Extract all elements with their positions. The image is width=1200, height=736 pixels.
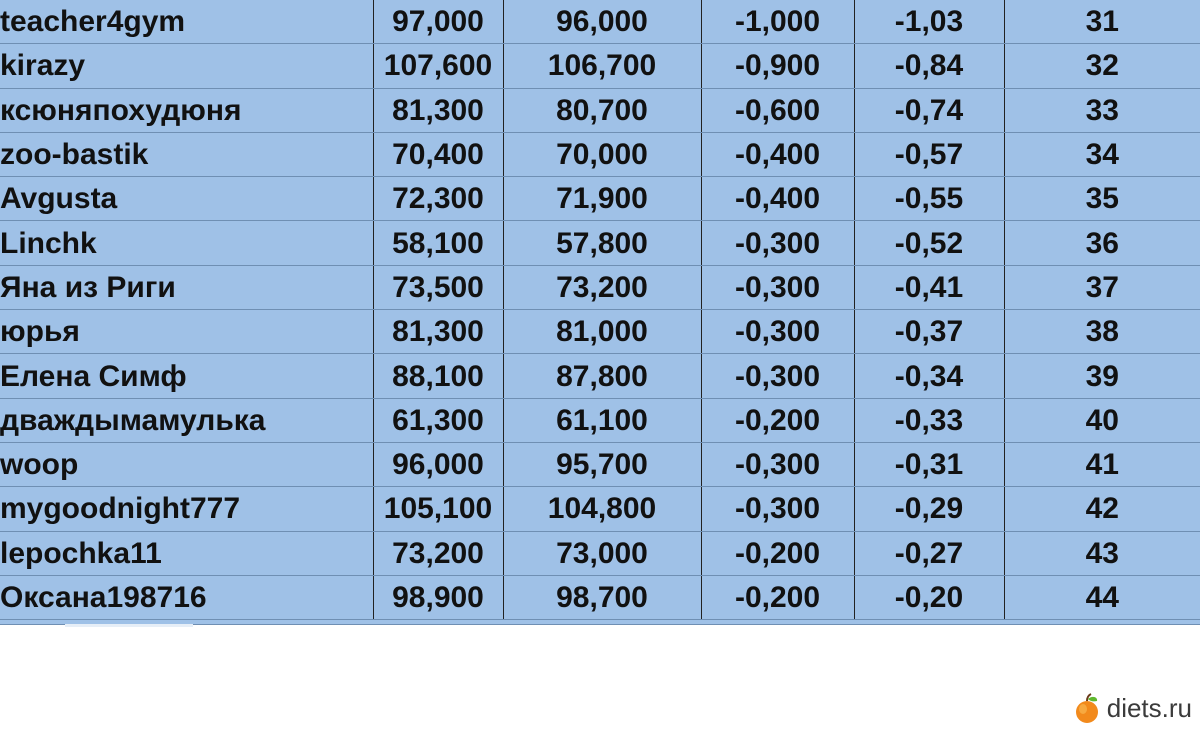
- cell-percent[interactable]: -0,37: [854, 310, 1004, 354]
- cell-diff[interactable]: -1,000: [701, 0, 854, 44]
- cell-diff[interactable]: -0,300: [701, 221, 854, 265]
- cell-rank[interactable]: 37: [1004, 265, 1200, 309]
- cell-percent[interactable]: -0,31: [854, 442, 1004, 486]
- cell-start[interactable]: 73,200: [373, 531, 503, 575]
- watermark[interactable]: [1073, 692, 1192, 724]
- cell-percent[interactable]: -0,74: [854, 88, 1004, 132]
- cell-current[interactable]: 70,000: [503, 132, 701, 176]
- cell-current[interactable]: 104,800: [503, 487, 701, 531]
- cell-current[interactable]: 80,700: [503, 88, 701, 132]
- cell-name[interactable]: юрья: [0, 310, 373, 354]
- cell-rank[interactable]: 43: [1004, 531, 1200, 575]
- cell-rank[interactable]: 35: [1004, 177, 1200, 221]
- cell-start[interactable]: 81,300: [373, 310, 503, 354]
- cell-start[interactable]: 96,000: [373, 442, 503, 486]
- cell-percent[interactable]: -0,20: [854, 575, 1004, 619]
- cell-diff[interactable]: -0,400: [701, 177, 854, 221]
- sheet-edge-strip: [65, 624, 193, 627]
- cell-diff[interactable]: -0,200: [701, 575, 854, 619]
- cell-name[interactable]: woop: [0, 442, 373, 486]
- cell-name[interactable]: lepochka11: [0, 531, 373, 575]
- cell-percent[interactable]: -0,27: [854, 531, 1004, 575]
- cell-rank[interactable]: 33: [1004, 88, 1200, 132]
- table-row: [0, 310, 1200, 354]
- cell-diff[interactable]: -0,600: [701, 88, 854, 132]
- table-row: [0, 265, 1200, 309]
- cell-rank[interactable]: 39: [1004, 354, 1200, 398]
- cell-rank[interactable]: 44: [1004, 575, 1200, 619]
- cell-percent[interactable]: -0,41: [854, 265, 1004, 309]
- cell-start[interactable]: 97,000: [373, 0, 503, 44]
- cell-rank[interactable]: 36: [1004, 221, 1200, 265]
- table-row: [0, 575, 1200, 619]
- cell-name[interactable]: zoo-bastik: [0, 132, 373, 176]
- cell-name[interactable]: Елена Симф: [0, 354, 373, 398]
- table-row: [0, 354, 1200, 398]
- cell-name[interactable]: ксюняпохудюня: [0, 88, 373, 132]
- cell-rank[interactable]: 42: [1004, 487, 1200, 531]
- table-row: [0, 88, 1200, 132]
- cell-rank[interactable]: 32: [1004, 44, 1200, 88]
- cell-percent[interactable]: -0,84: [854, 44, 1004, 88]
- cell-current[interactable]: 98,700: [503, 575, 701, 619]
- cell-percent[interactable]: -0,29: [854, 487, 1004, 531]
- cell-diff[interactable]: -0,900: [701, 44, 854, 88]
- table-row: [0, 531, 1200, 575]
- cell-start[interactable]: 58,100: [373, 221, 503, 265]
- cell-rank[interactable]: 38: [1004, 310, 1200, 354]
- cell-rank[interactable]: 40: [1004, 398, 1200, 442]
- cell-current[interactable]: 71,900: [503, 177, 701, 221]
- cell-percent[interactable]: -0,34: [854, 354, 1004, 398]
- table-row: [0, 44, 1200, 88]
- cell-name[interactable]: дваждымамулька: [0, 398, 373, 442]
- cell-percent[interactable]: -1,03: [854, 0, 1004, 44]
- watermark-text: diets.ru: [1106, 692, 1192, 723]
- cell-name[interactable]: teacher4gym: [0, 0, 373, 44]
- cell-percent[interactable]: -0,52: [854, 221, 1004, 265]
- cell-name[interactable]: Linchk: [0, 221, 373, 265]
- cell-percent[interactable]: -0,55: [854, 177, 1004, 221]
- apple-icon: [1073, 692, 1101, 724]
- table-row: [0, 0, 1200, 44]
- cell-diff[interactable]: -0,200: [701, 531, 854, 575]
- cell-current[interactable]: 106,700: [503, 44, 701, 88]
- cell-percent[interactable]: -0,57: [854, 132, 1004, 176]
- cell-current[interactable]: 96,000: [503, 0, 701, 44]
- cell-diff[interactable]: -0,300: [701, 265, 854, 309]
- cell-name[interactable]: Яна из Риги: [0, 265, 373, 309]
- cell-current[interactable]: 87,800: [503, 354, 701, 398]
- cell-start[interactable]: 61,300: [373, 398, 503, 442]
- cell-diff[interactable]: -0,300: [701, 487, 854, 531]
- cell-start[interactable]: 107,600: [373, 44, 503, 88]
- cell-start[interactable]: 70,400: [373, 132, 503, 176]
- table-row: [0, 442, 1200, 486]
- table-row: [0, 398, 1200, 442]
- cell-percent[interactable]: -0,33: [854, 398, 1004, 442]
- cell-name[interactable]: Avgusta: [0, 177, 373, 221]
- cell-start[interactable]: 98,900: [373, 575, 503, 619]
- cell-current[interactable]: 61,100: [503, 398, 701, 442]
- cell-current[interactable]: 81,000: [503, 310, 701, 354]
- cell-current[interactable]: 57,800: [503, 221, 701, 265]
- cell-current[interactable]: 73,000: [503, 531, 701, 575]
- table-row: [0, 221, 1200, 265]
- cell-current[interactable]: 73,200: [503, 265, 701, 309]
- cell-diff[interactable]: -0,300: [701, 354, 854, 398]
- cell-start[interactable]: 72,300: [373, 177, 503, 221]
- cell-diff[interactable]: -0,400: [701, 132, 854, 176]
- cell-name[interactable]: mygoodnight777: [0, 487, 373, 531]
- cell-diff[interactable]: -0,300: [701, 310, 854, 354]
- cell-rank[interactable]: 41: [1004, 442, 1200, 486]
- cell-rank[interactable]: 31: [1004, 0, 1200, 44]
- cell-start[interactable]: 81,300: [373, 88, 503, 132]
- table-row: [0, 132, 1200, 176]
- cell-name[interactable]: kirazy: [0, 44, 373, 88]
- cell-diff[interactable]: -0,200: [701, 398, 854, 442]
- cell-diff[interactable]: -0,300: [701, 442, 854, 486]
- cell-start[interactable]: 73,500: [373, 265, 503, 309]
- cell-name[interactable]: Оксана198716: [0, 575, 373, 619]
- table-row: [0, 487, 1200, 531]
- table-row: [0, 177, 1200, 221]
- cell-start[interactable]: 88,100: [373, 354, 503, 398]
- cell-rank[interactable]: 34: [1004, 132, 1200, 176]
- cell-current[interactable]: 95,700: [503, 442, 701, 486]
- cell-start[interactable]: 105,100: [373, 487, 503, 531]
